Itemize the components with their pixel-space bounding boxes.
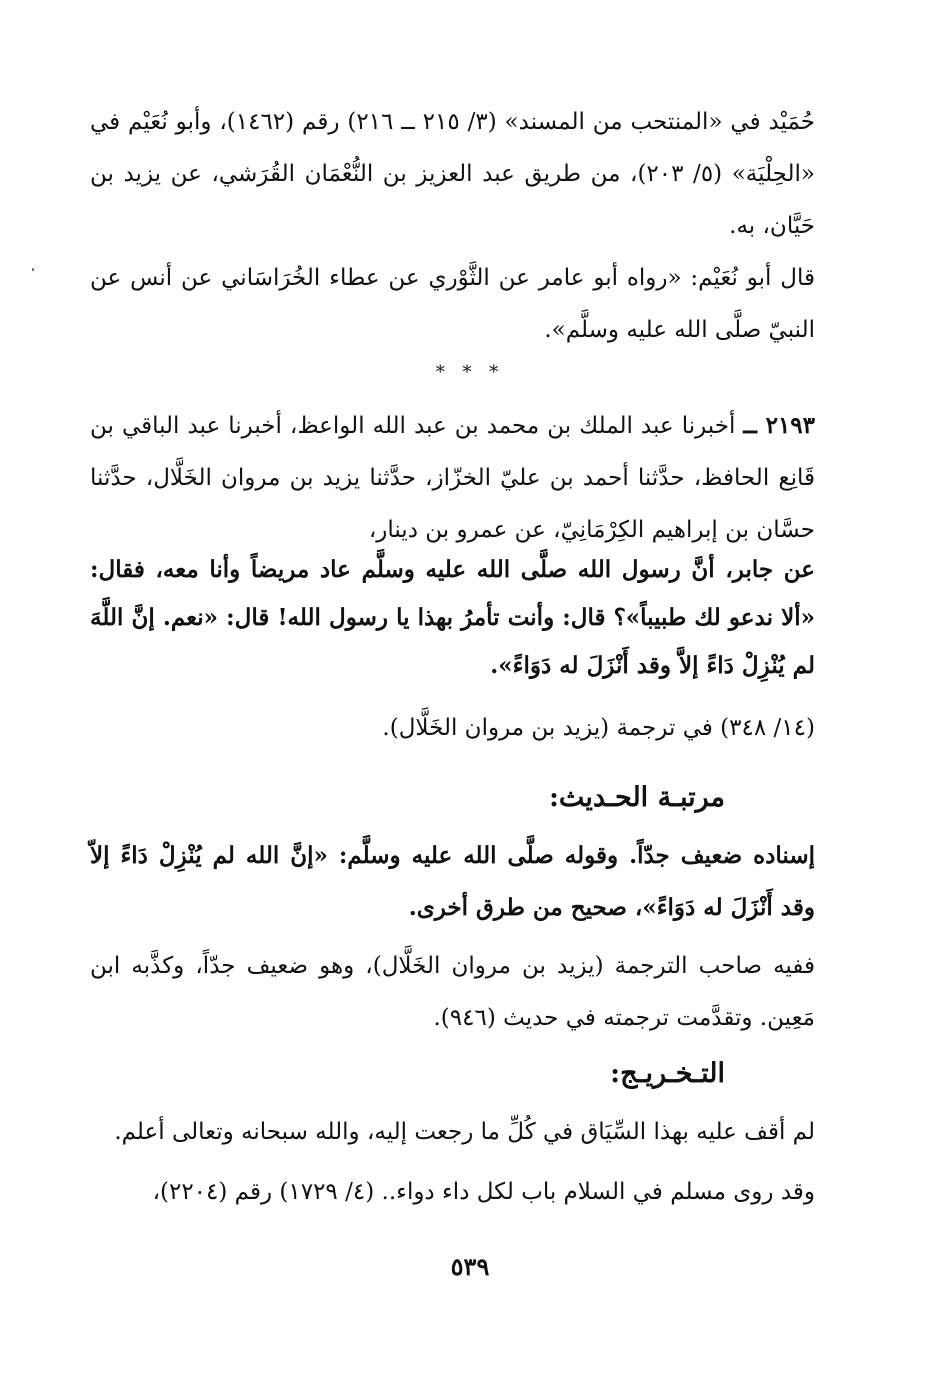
paragraph-hadith-isnad [90, 400, 815, 556]
paragraph-grade-text: إسناده ضعيف جدّاً. وقوله صلَّى الله عليه وسلَّم: «إنَّ الله لم يُنْزِلْ دَاءً إلاّ وقد أَنْزَلَ له دَوَاءً»، صحيح من طرق أخرى. [90, 842, 815, 921]
paragraph-muslim-reference: وقد روى مسلم في السلام باب لكل داء دواء.. (٤/ ١٧٢٩) رقم (٢٢٠٤)، [152, 1179, 815, 1205]
hadith-number: ٢١٩٣ ــ [743, 412, 816, 439]
hadith-isnad-text: أخبرنا عبد الملك بن محمد بن عبد الله الواعظ، أخبرنا عبد الباقي بن قَانِع الحافظ، حدَّثنا أحمد بن عليّ الخزّاز، حدَّثنا يزيد بن مروان الخَلَّال، حدَّثنا حسَّان بن إبراهيم الكِرْمَانِيّ، عن عمرو بن دينار، [90, 413, 815, 543]
page-number: ٥٣٩ [450, 1252, 490, 1281]
paragraph-hadith-matn: عن جابر، أنَّ رسول الله صلَّى الله عليه وسلَّم عاد مريضاً وأنا معه، فقال: «ألا ندعو لك طبيباً»؟ قال: وأنت تأمرُ بهذا يا رسول الله! قال: «نعم. إنَّ اللَّهَ لم يُنْزِلْ دَاءً إلاَّ وقد أَنْزَلَ له دَوَاءً». [90, 556, 815, 679]
paragraph-narrator-critique: ففيه صاحب الترجمة (يزيد بن مروان الخَلَّال)، وهو ضعيف جدّاً، وكذَّبه ابن مَعِين. وتقدَّمت ترجمته في حديث (٩٤٦). [90, 953, 815, 1031]
paragraph-takhrij-note: لم أقف عليه بهذا السِّيَاق في كُلِّ ما رجعت إليه، والله سبحانه وتعالى أعلم. [114, 1119, 815, 1145]
section-separator-stars: * * * [435, 362, 505, 383]
heading-hadith-grade: مرتبـة الحـديث: [548, 782, 725, 813]
heading-takhrij: التـخـريـج: [610, 1058, 725, 1089]
paragraph-source-reference: (١٤/ ٣٤٨) في ترجمة (يزيد بن مروان الخَلَّال). [382, 715, 815, 741]
paragraph-abu-nuaym-quote: قال أبو نُعَيْم: «رواه أبو عامر عن الثَّوْري عن عطاء الخُرَاسَاني عن أنس عن النبيّ صلَّى الله عليه وسلَّم». [90, 265, 815, 343]
paragraph-citation: حُمَيْد في «المنتحب من المسند» (٣/ ٢١٥ ــ ٢١٦) رقم (١٤٦٢)، وأبو نُعَيْم في «الحِلْيَة» (٥/ ٢٠٣)، من طريق عبد العزيز بن النُّعْمَان القُرَشي، عن يزيد بن حَيَّان، به. [90, 109, 815, 239]
scan-speck [32, 268, 34, 271]
